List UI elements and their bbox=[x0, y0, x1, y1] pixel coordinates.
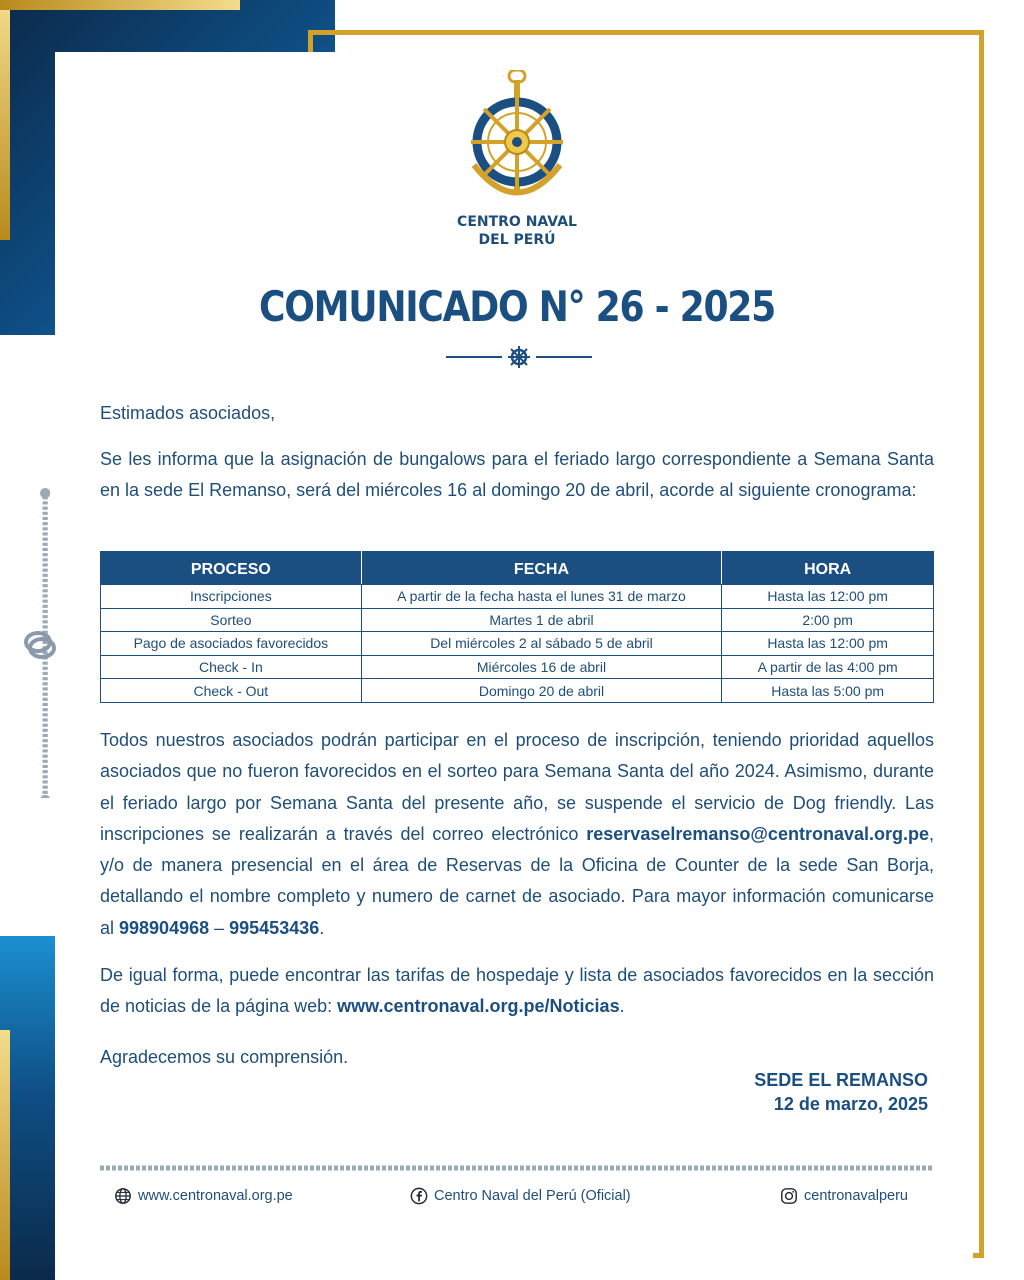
closing-thanks: Agradecemos su comprensión. bbox=[100, 1047, 349, 1067]
table-row bbox=[101, 608, 934, 632]
details-text-a: Todos nuestros asociados podrán participar en el proceso de inscripción, teniendo prioridad aquellos asociados que no fueron favorecidos en el sorteo para Semana Santa del año 2024. Asimismo, durante el feriado largo por Semana Santa del presente año, se suspende el servicio de Dog friendly. Las inscripciones se realizarán a través del correo electrónico bbox=[100, 730, 934, 844]
header-fecha: FECHA bbox=[361, 552, 722, 585]
footer-facebook[interactable] bbox=[410, 1187, 631, 1205]
facebook-icon bbox=[410, 1187, 428, 1205]
cell-fecha: Miércoles 16 de abril bbox=[361, 655, 722, 679]
table-row bbox=[101, 655, 934, 679]
instagram-icon bbox=[780, 1187, 798, 1205]
gold-stripe-horizontal bbox=[0, 0, 240, 10]
cell-proceso: Check - Out bbox=[101, 679, 362, 703]
cell-fecha: Del miércoles 2 al sábado 5 de abril bbox=[361, 632, 722, 656]
website-end: . bbox=[619, 995, 625, 1016]
greeting: Estimados asociados, bbox=[100, 403, 276, 423]
cell-fecha: Domingo 20 de abril bbox=[361, 679, 722, 703]
details-paragraph bbox=[100, 725, 934, 944]
globe-icon bbox=[114, 1187, 132, 1205]
phone-number-1: 998904968 bbox=[119, 917, 210, 938]
gold-stripe-bottom bbox=[0, 1030, 10, 1280]
table-header-row bbox=[101, 552, 934, 585]
website-text: De igual forma, puede encontrar las tarifas de hospedaje y lista de asociados favorecidos en la sección de noticias de la página web: bbox=[100, 965, 934, 1016]
header-hora: HORA bbox=[722, 552, 934, 585]
signature-date: 12 de marzo, 2025 bbox=[773, 1094, 928, 1114]
phone-number-2: 995453436 bbox=[229, 917, 320, 938]
org-name-line1: CENTRO NAVAL bbox=[457, 214, 577, 230]
cell-proceso: Pago de asociados favorecidos bbox=[101, 632, 362, 656]
helm-divider-icon bbox=[446, 344, 592, 370]
table-row bbox=[101, 632, 934, 656]
rope-divider-icon bbox=[100, 1164, 934, 1172]
email-link[interactable]: reservaselremanso@centronaval.org.pe bbox=[586, 823, 929, 844]
org-name-line2: DEL PERÚ bbox=[478, 232, 556, 248]
table-row bbox=[101, 679, 934, 703]
gold-stripe-vertical bbox=[0, 0, 10, 240]
cell-hora: Hasta las 5:00 pm bbox=[722, 679, 934, 703]
footer-instagram-label: centronavalperu bbox=[804, 1188, 908, 1204]
cell-hora: Hasta las 12:00 pm bbox=[722, 632, 934, 656]
signature-sede: SEDE EL REMANSO bbox=[754, 1070, 928, 1090]
cell-hora: A partir de las 4:00 pm bbox=[722, 655, 934, 679]
page-title: COMUNICADO N° 26 - 2025 bbox=[258, 282, 775, 331]
news-website-link[interactable]: www.centronaval.org.pe/Noticias bbox=[337, 995, 620, 1016]
phone-separator: – bbox=[209, 917, 230, 938]
cell-hora: Hasta las 12:00 pm bbox=[722, 585, 934, 609]
footer-website[interactable] bbox=[114, 1187, 293, 1205]
cell-fecha: A partir de la fecha hasta el lunes 31 de marzo bbox=[361, 585, 722, 609]
footer-facebook-label: Centro Naval del Perú (Oficial) bbox=[434, 1188, 631, 1204]
schedule-table bbox=[100, 551, 934, 703]
footer-instagram[interactable] bbox=[780, 1187, 908, 1205]
header-proceso: PROCESO bbox=[101, 552, 362, 585]
anchor-helm-logo-icon bbox=[462, 70, 572, 210]
cell-proceso: Inscripciones bbox=[101, 585, 362, 609]
website-paragraph bbox=[100, 960, 934, 1021]
details-end: . bbox=[319, 917, 325, 938]
cell-fecha: Martes 1 de abril bbox=[361, 608, 722, 632]
rope-knot-icon bbox=[16, 620, 66, 670]
cell-proceso: Check - In bbox=[101, 655, 362, 679]
cell-hora: 2:00 pm bbox=[722, 608, 934, 632]
footer-website-label: www.centronaval.org.pe bbox=[138, 1188, 293, 1204]
table-row bbox=[101, 585, 934, 609]
intro-paragraph: Se les informa que la asignación de bungalows para el feriado largo correspondiente a Semana Santa en la sede El Remanso, será del miércoles 16 al domingo 20 de abril, acorde al siguiente cronograma: bbox=[100, 449, 934, 500]
cell-proceso: Sorteo bbox=[101, 608, 362, 632]
details-text-b: , y/o de manera presencial en el área de Reservas de la Oficina de Counter de la sede San Borja, detallando el nombre completo y numero de carnet de asociado. Para mayor información comunicarse al bbox=[100, 823, 934, 938]
